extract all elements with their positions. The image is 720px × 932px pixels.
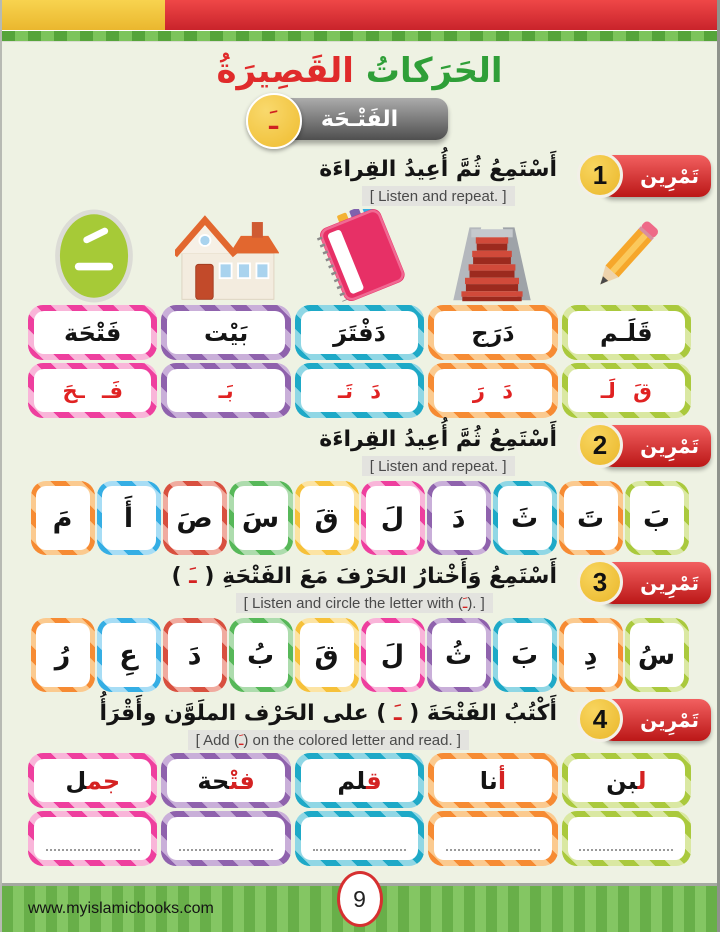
letter-text: سَ (241, 502, 280, 534)
picture-row (2, 207, 717, 303)
green-checker-strip (2, 30, 717, 42)
letter-card (493, 481, 557, 555)
answer-line-card[interactable] (295, 811, 424, 866)
colored-word-card (295, 753, 424, 808)
writing-line[interactable] (179, 826, 273, 850)
letter-text: مَ (52, 502, 73, 534)
word-column (562, 305, 691, 418)
letter-card[interactable] (31, 618, 95, 692)
exercise-3-badge (592, 562, 711, 604)
top-banner-red (165, 0, 717, 30)
colored-letter: أ (497, 766, 507, 795)
exercise-3-letter-row (2, 618, 717, 692)
word-letters-text: دَ رَ (472, 378, 513, 403)
letter-card (31, 481, 95, 555)
exercise-2-letter-row (2, 481, 717, 555)
exercise-1-instruction-english: [ Listen and repeat. ] (362, 186, 515, 206)
answer-line-card[interactable] (562, 811, 691, 866)
notebook-image (310, 209, 410, 307)
letters-card (562, 363, 691, 418)
exercise-2-instruction-english: [ Listen and repeat. ] (362, 456, 515, 476)
word-letters-text: دَ تَـ (337, 378, 382, 403)
letter-text: بَ (510, 639, 539, 671)
colored-letter: ل‍ (637, 766, 647, 795)
letter-text: دَ (451, 502, 466, 534)
letter-text: ثَ (510, 502, 539, 534)
letter-card[interactable] (625, 618, 689, 692)
word-column (428, 305, 557, 418)
letter-text: قَ (314, 639, 339, 671)
word-text: دَرَج (471, 318, 515, 347)
publisher-url: www.myislamicbooks.com (28, 900, 214, 917)
exercise-2-badge (592, 425, 711, 467)
topic-pill (269, 98, 448, 140)
letter-text: قَ (314, 502, 339, 534)
word-column (562, 753, 691, 866)
word-text: ق‍‍لم (337, 766, 382, 795)
letter-text: بَ (642, 502, 671, 534)
word-card (295, 305, 424, 360)
letters-card (28, 363, 157, 418)
exercise-4-instruction-arabic: أَكْتُبُ الفَتْحَةَ ( ـَ ) على الحَرْف الملَوَّن وأَقْرَأُ (99, 701, 557, 726)
word-text: ل‍‍بن (606, 766, 647, 795)
exercise-1-header (8, 155, 711, 207)
exercise-2-number: 2 (577, 422, 623, 468)
writing-line[interactable] (579, 826, 673, 850)
writing-line[interactable] (46, 826, 140, 850)
exercise-1-instruction-arabic: أَسْتَمِعُ ثُمَّ أُعِيدُ القِراءَة (319, 157, 557, 182)
top-banner-yellow (2, 0, 165, 30)
exercise-4-instruction-english: [ Add (ـَ) on the colored letter and read. ] (188, 730, 469, 750)
exercise-1-number: 1 (577, 152, 623, 198)
exercise-4-badge (592, 699, 711, 741)
exercise-3-header (8, 562, 711, 614)
colored-word-card (161, 753, 290, 808)
letter-card (295, 481, 359, 555)
top-banner (2, 0, 717, 30)
badge-label: تَمْرِين (640, 571, 699, 595)
word-column (161, 753, 290, 866)
colored-word-card (428, 753, 557, 808)
word-column (28, 305, 157, 418)
word-column (428, 753, 557, 866)
letter-card[interactable] (163, 618, 227, 692)
letter-card[interactable] (97, 618, 161, 692)
letter-text: دَ (187, 639, 202, 671)
word-letters-text: فَـ ـحَ (62, 378, 123, 403)
word-letters-text: قَ لَـ (600, 378, 652, 403)
letter-card (163, 481, 227, 555)
letter-card (625, 481, 689, 555)
letter-card (559, 481, 623, 555)
letter-card[interactable] (361, 618, 425, 692)
fatha-mark-badge (246, 93, 302, 149)
exercise-4-header (8, 699, 711, 751)
word-column (295, 753, 424, 866)
letter-text: أَ (123, 502, 134, 534)
letter-card[interactable] (559, 618, 623, 692)
letter-text: ثُ (444, 639, 473, 671)
word-column (28, 753, 157, 866)
word-card (161, 305, 290, 360)
word-text: جم‍‍ل (65, 766, 121, 795)
letter-text: عِ (119, 639, 138, 671)
badge-label: تَمْرِين (640, 434, 699, 458)
exercise-2-header (8, 425, 711, 477)
writing-line[interactable] (446, 826, 540, 850)
fatha-circle-image (53, 209, 135, 307)
word-text: قَلَـم (600, 318, 653, 347)
colored-word-card (28, 753, 157, 808)
colored-letter: جم‍ (86, 766, 121, 795)
exercise-3-instruction-arabic: أَسْتَمِعُ وَأَخْتارُ الحَرْفَ مَعَ الفَتْحَةِ ( ـَ ) (171, 564, 557, 589)
exercise-4-number: 4 (577, 696, 623, 742)
page-title-part1: الحَرَكاتُ (365, 51, 503, 91)
colored-letter: فتْ‍ (229, 766, 255, 795)
word-text: بَيْت (204, 318, 249, 347)
letter-card (97, 481, 161, 555)
exercise-1-word-table (2, 305, 717, 418)
word-column (161, 305, 290, 418)
exercise-1-badge (592, 155, 711, 197)
page-number: 9 (337, 871, 383, 927)
fatha-mark-glyph: ـَ (269, 106, 278, 136)
exercise-3-number: 3 (577, 559, 623, 605)
letters-card (295, 363, 424, 418)
stairs-image (442, 213, 542, 307)
exercise-4-word-table (2, 753, 717, 866)
letter-card (229, 481, 293, 555)
letter-text: صَ (176, 502, 213, 534)
word-text: دَفْتَرَ (333, 318, 386, 347)
word-letters-text: بَـ (218, 378, 234, 403)
letter-text: تَ (576, 502, 605, 534)
badge-label: تَمْرِين (640, 164, 699, 188)
letter-card (361, 481, 425, 555)
word-column (295, 305, 424, 418)
letter-text: لَ (380, 502, 405, 534)
answer-line-card[interactable] (428, 811, 557, 866)
topic-pill-label: الفَتْـحَة (320, 106, 399, 132)
exercise-3-instruction-english: [ Listen and circle the letter with (ـَ). ] (236, 593, 493, 613)
house-image (175, 211, 279, 307)
word-text: أنا (479, 766, 507, 795)
letters-card (161, 363, 290, 418)
word-text: فَتْحَة (64, 318, 122, 347)
word-text: فتْ‍‍حة (197, 766, 255, 795)
letter-text: رُ (54, 639, 71, 671)
letter-text: دِ (583, 639, 598, 671)
pencil-image (581, 211, 669, 307)
word-card (428, 305, 557, 360)
letters-card (428, 363, 557, 418)
letter-text: سُ (637, 639, 676, 671)
page-title (2, 48, 717, 94)
letter-text: بُ (246, 639, 275, 671)
letter-card[interactable] (493, 618, 557, 692)
letter-card[interactable] (229, 618, 293, 692)
badge-label: تَمْرِين (640, 708, 699, 732)
word-card (28, 305, 157, 360)
letter-card[interactable] (427, 618, 491, 692)
answer-line-card[interactable] (28, 811, 157, 866)
answer-line-card[interactable] (161, 811, 290, 866)
letter-text: لَ (380, 639, 405, 671)
word-card (562, 305, 691, 360)
colored-word-card (562, 753, 691, 808)
letter-card[interactable] (295, 618, 359, 692)
colored-letter: ق‍ (365, 766, 382, 795)
exercise-2-instruction-arabic: أَسْتَمِعُ ثُمَّ أُعِيدُ القِراءَة (319, 427, 557, 452)
writing-line[interactable] (313, 826, 407, 850)
letter-card (427, 481, 491, 555)
page-title-part2: القَصِيرَةُ (216, 51, 354, 91)
